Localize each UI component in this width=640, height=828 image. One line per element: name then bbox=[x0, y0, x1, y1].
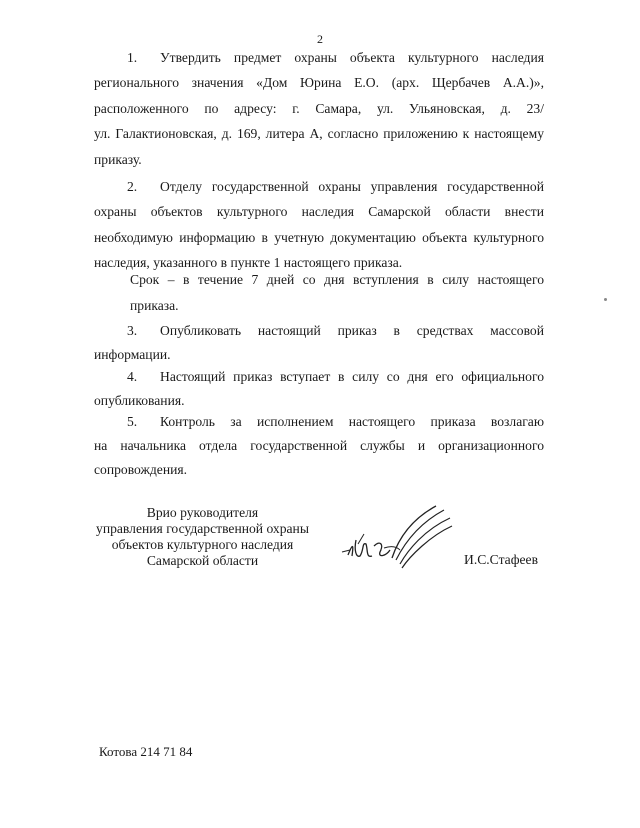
paragraph-1-line: приказу. bbox=[94, 152, 142, 167]
paragraph-2-text: Отделу государственной охраны управления государственной bbox=[160, 179, 544, 194]
paragraph-1-line: регионального значения «Дом Юрина Е.О. (арх. Щербачев А.А.)», bbox=[94, 75, 544, 90]
paragraph-2-line: охраны объектов культурного наследия Самарской области внести bbox=[94, 204, 544, 219]
paragraph-1-number: 1. bbox=[127, 50, 138, 65]
signer-title-line: Врио руководителя bbox=[146, 505, 259, 520]
page-number: 2 bbox=[317, 32, 323, 46]
signer-title-block bbox=[80, 505, 325, 569]
paragraph-4-first-line bbox=[127, 368, 544, 386]
paragraph-2-number: 2. bbox=[127, 179, 138, 194]
handwritten-signature bbox=[340, 500, 460, 580]
paragraph-1-text: Утвердить предмет охраны объекта культурного наследия bbox=[160, 50, 544, 65]
signer-title-line: Самарской области bbox=[146, 553, 259, 568]
signer-title-line: объектов культурного наследия bbox=[111, 537, 294, 552]
deadline-first-line: Срок – в течение 7 дней со дня вступления в силу настоящего bbox=[130, 272, 544, 287]
scan-speck bbox=[604, 298, 607, 301]
paragraph-5-first-line bbox=[127, 413, 544, 431]
paragraph-3-first-line bbox=[127, 322, 544, 340]
paragraph-2-line: необходимую информацию в учетную документацию объекта культурного bbox=[94, 230, 544, 245]
paragraph-2-line: наследия, указанного в пункте 1 настоящего приказа. bbox=[94, 255, 403, 270]
paragraph-1-line: ул. Галактионовская, д. 169, литера А, согласно приложению к настоящему bbox=[94, 126, 544, 141]
paragraph-1-line: расположенного по адресу: г. Самара, ул. Ульяновская, д. 23/ bbox=[94, 101, 544, 116]
paragraph-5-line: сопровождения. bbox=[94, 462, 188, 477]
signer-name: И.С.Стафеев bbox=[464, 552, 539, 567]
deadline-second-line: приказа. bbox=[130, 298, 179, 313]
paragraph-1-first-line bbox=[127, 49, 544, 67]
paragraph-3-line: информации. bbox=[94, 347, 171, 362]
paragraph-5-number: 5. bbox=[127, 414, 138, 429]
paragraph-3-number: 3. bbox=[127, 323, 138, 338]
paragraph-2-first-line bbox=[127, 178, 544, 196]
paragraph-4-number: 4. bbox=[127, 369, 138, 384]
paragraph-4-text: Настоящий приказ вступает в силу со дня его официального bbox=[160, 369, 544, 384]
paragraph-5-text: Контроль за исполнением настоящего приказа возлагаю bbox=[160, 414, 544, 429]
paragraph-5-line: на начальника отдела государственной службы и организационного bbox=[94, 438, 544, 453]
paragraph-4-line: опубликования. bbox=[94, 393, 185, 408]
paragraph-3-text: Опубликовать настоящий приказ в средствах массовой bbox=[160, 323, 544, 338]
contact-line: Котова 214 71 84 bbox=[99, 744, 193, 759]
signer-title-line: управления государственной охраны bbox=[96, 521, 309, 536]
